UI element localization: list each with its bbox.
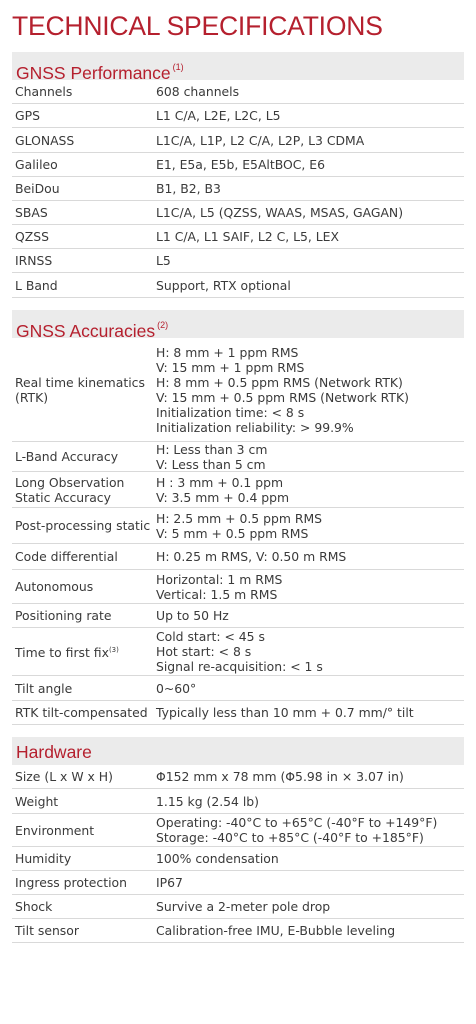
spec-label-text: Size (L x W x H) xyxy=(15,769,113,784)
spec-value-line: H : 3 mm + 0.1 ppm xyxy=(156,474,284,490)
section-heading-text: GNSS Accuracies xyxy=(16,321,156,341)
spec-row xyxy=(12,544,464,570)
spec-row xyxy=(12,604,464,628)
spec-label-text: Shock xyxy=(15,899,53,914)
spec-label xyxy=(12,823,156,838)
spec-value-line: 100% condensation xyxy=(156,851,279,866)
spec-row xyxy=(12,225,464,249)
spec-value-line: Up to 50 Hz xyxy=(156,608,229,623)
spec-label xyxy=(12,181,156,196)
spec-value-line: H: 8 mm + 1 ppm RMS xyxy=(156,344,299,360)
spec-value xyxy=(156,815,464,845)
spec-value-line: 0~60° xyxy=(156,680,197,696)
spec-value-line: 1.15 kg (2.54 lb) xyxy=(156,793,260,809)
spec-label-text: IRNSS xyxy=(15,253,53,268)
spec-label-text: Tilt sensor xyxy=(15,923,79,938)
spec-label-text: GPS xyxy=(15,108,40,123)
spec-label xyxy=(12,608,156,623)
spec-row xyxy=(12,570,464,604)
spec-value xyxy=(156,278,464,293)
spec-value-line: V: Less than 5 cm xyxy=(156,456,266,472)
spec-label-text: Tilt angle xyxy=(15,680,73,696)
spec-value-line: V: 5 mm + 0.5 ppm RMS xyxy=(156,525,309,541)
spec-label xyxy=(12,229,156,244)
spec-value xyxy=(156,229,464,244)
spec-label-text: Code differential xyxy=(15,549,118,564)
spec-sections xyxy=(12,52,464,943)
spec-label xyxy=(12,205,156,220)
section-heading-text: Hardware xyxy=(16,742,92,762)
spec-value xyxy=(156,629,464,674)
spec-value xyxy=(156,705,464,720)
spec-value-line: E1, E5a, E5b, E5AltBOC, E6 xyxy=(156,157,325,172)
spec-value xyxy=(156,899,464,914)
spec-row xyxy=(12,676,464,701)
spec-label xyxy=(12,449,156,464)
spec-row xyxy=(12,508,464,544)
spec-row xyxy=(12,104,464,128)
footnote-marker: (3) xyxy=(108,646,119,654)
spec-label-text: Positioning rate xyxy=(15,608,112,623)
spec-row xyxy=(12,472,464,508)
spec-row xyxy=(12,847,464,871)
spec-label xyxy=(12,518,156,533)
spec-label-text: Long Observation Static Accuracy xyxy=(15,474,125,505)
spec-value-line: L1 C/A, L1 SAIF, L2 C, L5, LEX xyxy=(156,229,339,244)
spec-label xyxy=(12,157,156,172)
spec-label xyxy=(12,851,156,866)
spec-value xyxy=(156,253,464,268)
spec-value-line: H: 2.5 mm + 0.5 ppm RMS xyxy=(156,510,323,526)
spec-label xyxy=(12,681,156,696)
spec-row xyxy=(12,814,464,847)
spec-value xyxy=(156,681,464,696)
spec-label-text: QZSS xyxy=(15,229,49,244)
spec-value-line: Φ152 mm x 78 mm (Φ5.98 in × 3.07 in) xyxy=(156,769,404,784)
spec-value-line: Storage: -40°C to +85°C (-40°F to +185°F) xyxy=(156,830,424,845)
spec-value-line: Hot start: < 8 s xyxy=(156,644,252,659)
spec-label xyxy=(12,923,156,938)
spec-row xyxy=(12,789,464,814)
spec-value-line: Horizontal: 1 m RMS xyxy=(156,571,283,587)
spec-value-line: V: 15 mm + 1 ppm RMS xyxy=(156,359,305,375)
spec-label xyxy=(12,108,156,123)
spec-label xyxy=(12,899,156,914)
spec-row xyxy=(12,628,464,676)
spec-label-text: Humidity xyxy=(15,851,72,866)
spec-label-text: Channels xyxy=(15,84,73,99)
spec-value-line: V: 3.5 mm + 0.4 ppm xyxy=(156,489,290,505)
section-gnss-accuracies xyxy=(12,310,464,725)
page-title: TECHNICAL SPECIFICATIONS xyxy=(12,11,383,41)
spec-value xyxy=(156,875,464,890)
spec-row xyxy=(12,177,464,201)
spec-value-line: IP67 xyxy=(156,875,183,890)
spec-label xyxy=(12,253,156,268)
spec-label xyxy=(12,375,156,405)
spec-label-text: Autonomous xyxy=(15,579,94,594)
spec-value xyxy=(156,923,464,938)
spec-value xyxy=(156,608,464,623)
section-heading-text: GNSS Performance xyxy=(16,63,171,83)
spec-row xyxy=(12,895,464,919)
spec-value-line: H: 8 mm + 0.5 ppm RMS (Network RTK) xyxy=(156,374,403,390)
spec-label-text: GLONASS xyxy=(15,132,75,148)
spec-label-text: Real time kinematics (RTK) xyxy=(15,374,145,405)
spec-label xyxy=(12,84,156,99)
spec-value xyxy=(156,133,464,148)
spec-value-line: Initialization reliability: > 99.9% xyxy=(156,419,354,435)
spec-label xyxy=(12,475,156,505)
spec-row xyxy=(12,701,464,725)
spec-value-line: Signal re-acquisition: < 1 s xyxy=(156,659,323,674)
section-gnss-performance xyxy=(12,52,464,298)
spec-value xyxy=(156,108,464,123)
spec-value-line: L5 xyxy=(156,253,171,268)
spec-label-text: RTK tilt-compensated xyxy=(15,705,148,720)
spec-value xyxy=(156,157,464,172)
spec-label-text: L-Band Accuracy xyxy=(15,449,119,464)
spec-value xyxy=(156,572,464,602)
spec-row xyxy=(12,765,464,789)
spec-label-text: Environment xyxy=(15,822,95,838)
spec-value-line: L1 C/A, L2E, L2C, L5 xyxy=(156,108,281,123)
section-heading xyxy=(12,737,464,765)
spec-value-line: Calibration-free IMU, E-Bubble leveling xyxy=(156,923,396,938)
spec-label xyxy=(12,875,156,890)
spec-value-line: 608 channels xyxy=(156,84,240,99)
spec-row xyxy=(12,442,464,472)
spec-value-line: L1C/A, L5 (QZSS, WAAS, MSAS, GAGAN) xyxy=(156,205,404,220)
spec-label xyxy=(12,705,156,720)
spec-row xyxy=(12,153,464,177)
spec-value-line: Operating: -40°C to +65°C (-40°F to +149°F) xyxy=(156,815,438,830)
spec-value-line: Vertical: 1.5 m RMS xyxy=(156,586,278,602)
spec-row xyxy=(12,871,464,895)
spec-value xyxy=(156,345,464,435)
footnote-marker: (1) xyxy=(172,62,184,72)
section-heading xyxy=(12,52,464,83)
spec-label-text: Time to first fix xyxy=(15,645,109,660)
spec-label xyxy=(12,643,156,660)
footnote-marker: (2) xyxy=(157,320,169,330)
spec-label-text: Post-processing static xyxy=(15,518,151,533)
spec-value xyxy=(156,205,464,220)
spec-value xyxy=(156,442,464,472)
spec-value-line: Support, RTX optional xyxy=(156,277,291,293)
spec-value-line: H: Less than 3 cm xyxy=(156,441,268,457)
spec-label-text: Galileo xyxy=(15,157,58,172)
spec-label xyxy=(12,794,156,809)
spec-row xyxy=(12,338,464,442)
spec-value-line: Typically less than 10 mm + 0.7 mm/° tilt xyxy=(156,705,414,720)
spec-label xyxy=(12,278,156,293)
spec-value xyxy=(156,794,464,809)
spec-value xyxy=(156,181,464,196)
spec-label-text: Weight xyxy=(15,793,59,809)
spec-label xyxy=(12,133,156,148)
spec-value xyxy=(156,769,464,784)
spec-row xyxy=(12,80,464,104)
spec-label xyxy=(12,549,156,564)
spec-row xyxy=(12,273,464,298)
spec-label-text: L Band xyxy=(15,277,58,293)
spec-label-text: SBAS xyxy=(15,205,48,220)
spec-value xyxy=(156,549,464,564)
spec-label-text: Ingress protection xyxy=(15,875,127,890)
section-heading xyxy=(12,310,464,341)
spec-value xyxy=(156,511,464,541)
section-hardware xyxy=(12,737,464,943)
spec-value-line: Cold start: < 45 s xyxy=(156,629,265,644)
spec-label-text: BeiDou xyxy=(15,181,60,196)
spec-value-line: B1, B2, B3 xyxy=(156,181,221,196)
spec-value xyxy=(156,475,464,505)
spec-value-line: H: 0.25 m RMS, V: 0.50 m RMS xyxy=(156,549,347,564)
spec-row xyxy=(12,249,464,273)
spec-value-line: L1C/A, L1P, L2 C/A, L2P, L3 CDMA xyxy=(156,132,365,148)
spec-label xyxy=(12,769,156,784)
spec-label xyxy=(12,579,156,594)
spec-row xyxy=(12,128,464,153)
spec-row xyxy=(12,201,464,225)
spec-value-line: Survive a 2-meter pole drop xyxy=(156,899,331,914)
spec-value-line: V: 15 mm + 0.5 ppm RMS (Network RTK) xyxy=(156,389,409,405)
spec-value xyxy=(156,84,464,99)
spec-value-line: Initialization time: < 8 s xyxy=(156,404,305,420)
spec-value xyxy=(156,851,464,866)
spec-row xyxy=(12,919,464,943)
